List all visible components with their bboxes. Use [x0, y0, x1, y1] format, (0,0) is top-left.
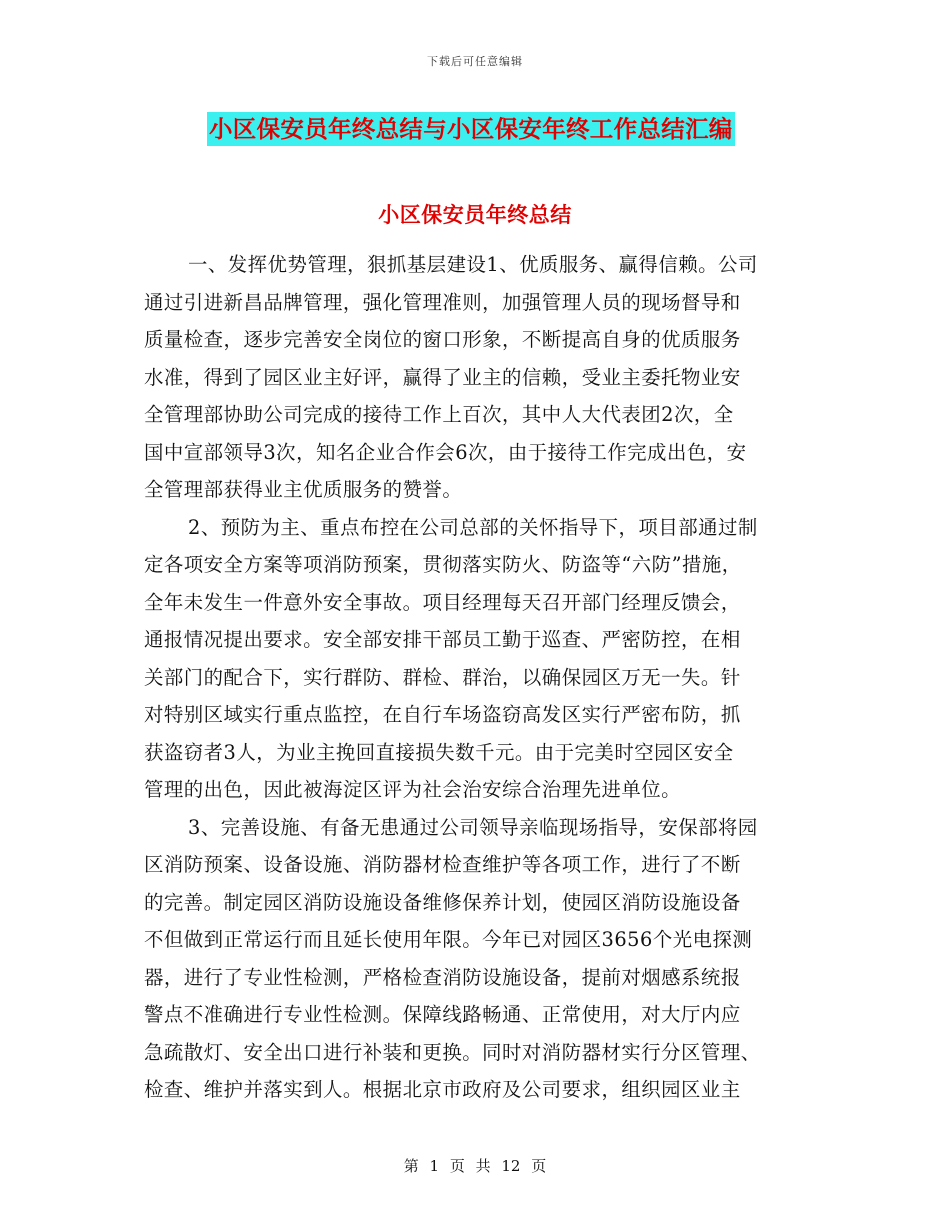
paragraph-3-line: 不但做到正常运行而且延长使用年限。今年已对园区3656个光电探测 — [144, 928, 753, 951]
paragraph-3-line: 3、完善设施、有备无患通过公司领导亲临现场指导，安保部将园 — [188, 815, 758, 839]
paragraph-2-line: 通报情况提出要求。安全部安排干部员工勤于巡查、严密防控，在相 — [144, 628, 741, 651]
paragraph-3-line: 区消防预案、设备设施、消防器材检查维护等各项工作，进行了不断 — [144, 853, 741, 876]
paragraph-1-line: 质量检查，逐步完善安全岗位的窗口形象，不断提高自身的优质服务 — [144, 328, 741, 351]
paragraph-1-line: 通过引进新昌品牌管理，强化管理准则，加强管理人员的现场督导和 — [144, 290, 741, 314]
paragraph-2-line: 关部门的配合下，实行群防、群检、群治，以确保园区万无一失。针 — [144, 665, 741, 689]
paragraph-1-line: 国中宣部领导3次，知名企业合作会6次，由于接待工作完成出色，安 — [144, 440, 747, 464]
paragraph-2-line: 获盗窃者3人，为业主挽回直接损失数千元。由于完美时空园区安全 — [144, 740, 734, 764]
paragraph-3-line: 检查、维护并落实到人。根据北京市政府及公司要求，组织园区业主 — [144, 1078, 741, 1101]
paragraph-1-line: 全管理部获得业主优质服务的赞誉。 — [144, 478, 463, 501]
document-title: 小区保安员年终总结与小区保安年终工作总结汇编 — [207, 112, 735, 146]
paragraph-2-line: 全年未发生一件意外安全事故。项目经理每天召开部门经理反馈会， — [144, 590, 741, 614]
paragraph-3-line: 警点不准确进行专业性检测。保障线路畅通、正常使用，对大厅内应 — [144, 1003, 741, 1026]
header-note: 下载后可任意编辑 — [427, 55, 523, 68]
paragraph-2-line: 对特别区域实行重点监控，在自行车场盗窃高发区实行严密布防，抓 — [144, 703, 741, 726]
paragraph-2-line: 2、预防为主、重点布控在公司总部的关怀指导下，项目部通过制 — [188, 515, 758, 539]
body-text — [144, 246, 812, 1109]
paragraph-1-line: 全管理部协助公司完成的接待工作上百次，其中人大代表团2次，全 — [144, 403, 734, 426]
paragraph-3-line: 急疏散灯、安全出口进行补装和更换。同时对消防器材实行分区管理、 — [144, 1040, 761, 1064]
paragraph-3-line: 器，进行了专业性检测，严格检查消防设施设备，提前对烟感系统报 — [144, 965, 741, 989]
section-title: 小区保安员年终总结 — [378, 202, 572, 227]
paragraph-2-line: 管理的出色，因此被海淀区评为社会治安综合治理先进单位。 — [144, 778, 682, 801]
paragraph-1-line: 一、发挥优势管理，狠抓基层建设1、优质服务、赢得信赖。公司 — [188, 253, 758, 276]
paragraph-1-line: 水准，得到了园区业主好评，赢得了业主的信赖，受业主委托物业安 — [144, 365, 741, 389]
paragraph-3-line: 的完善。制定园区消防设施设备维修保养计划，使园区消防设施设备 — [144, 890, 741, 914]
page-number: 第 1 页 共 12 页 — [403, 1157, 547, 1175]
paragraph-2-line: 定各项安全方案等项消防预案，贯彻落实防火、防盗等“六防”措施， — [144, 553, 742, 576]
